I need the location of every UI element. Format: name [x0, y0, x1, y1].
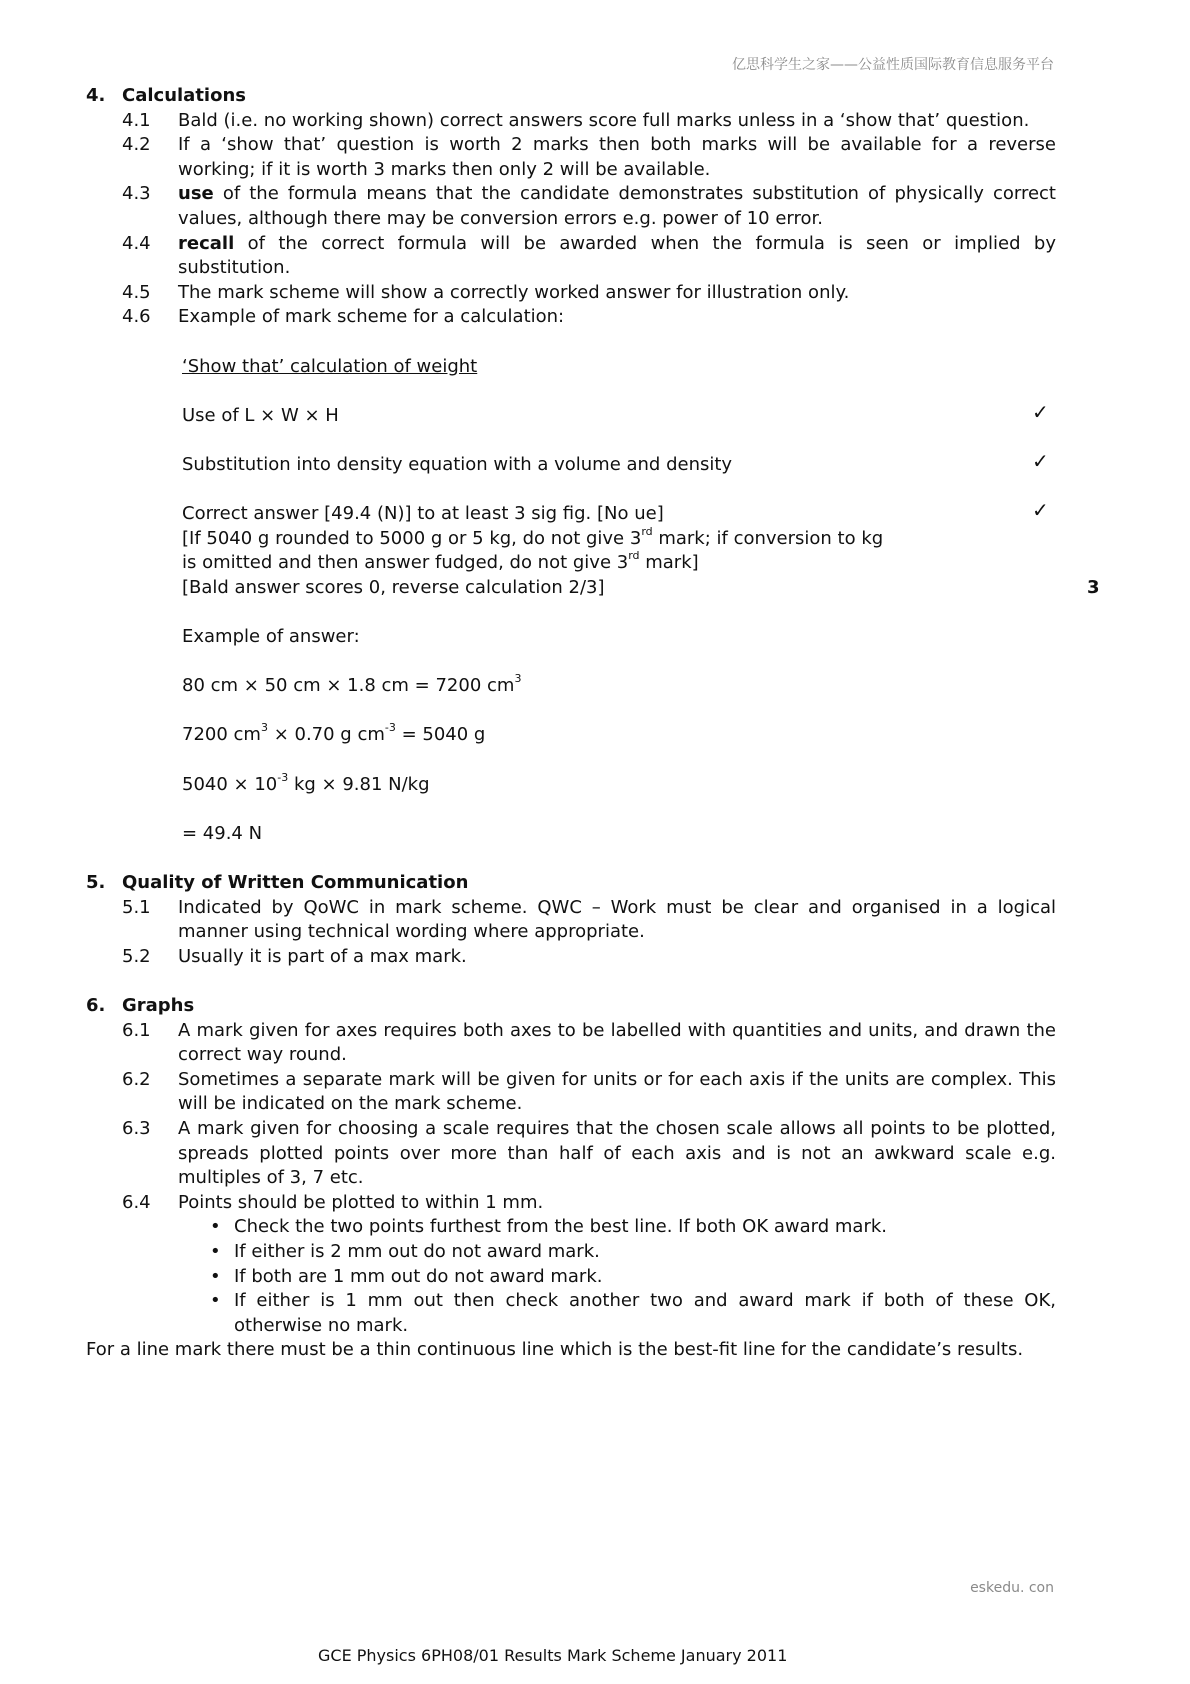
bullet-icon: • — [210, 1290, 221, 1312]
list-item — [122, 305, 1056, 330]
section-title: Calculations — [122, 85, 246, 106]
item-text-rest: of the correct formula will be awarded when the formula is seen or implied by substitution. — [178, 232, 1056, 279]
section-number: 6. — [86, 994, 106, 1016]
total-marks: 3 — [1087, 576, 1100, 598]
section-6-heading — [86, 994, 1056, 1019]
item-number: 6.2 — [122, 1068, 151, 1090]
calc-text: = 5040 g — [395, 724, 486, 746]
item-number: 6.3 — [122, 1117, 151, 1139]
list-item — [122, 1019, 1056, 1068]
item-text: Bald (i.e. no working shown) correct answers score full marks unless in a ‘show that’ question. — [178, 109, 1030, 131]
item-text: A mark given for axes requires both axes to be labelled with quantities and units, and drawn the correct way round. — [178, 1019, 1056, 1066]
item-number: 4.6 — [122, 306, 151, 328]
item-text — [178, 232, 1056, 281]
bullet-item — [198, 1215, 1056, 1240]
calc-line-3 — [182, 770, 1056, 798]
bullet-text: Check the two points furthest from the best line. If both OK award mark. — [234, 1216, 887, 1238]
header-site-name: 亿思科学生之家——公益性质国际教育信息服务平台 — [732, 57, 1054, 73]
list-item — [122, 1191, 1056, 1216]
calc-line-4: = 49.4 N — [182, 822, 263, 844]
example-block — [182, 355, 1100, 847]
item-number: 4.1 — [122, 109, 151, 131]
item-number: 5.1 — [122, 896, 151, 918]
superscript: 3 — [260, 721, 268, 735]
tick-icon: ✓ — [1032, 498, 1049, 523]
example-step-2: Substitution into density equation with a volume and density — [182, 453, 733, 475]
example-step-3: Correct answer [49.4 (N)] to at least 3 sig fig. [No ue] — [182, 503, 664, 525]
calc-line-2 — [182, 723, 1056, 748]
section-4-heading — [86, 84, 1056, 109]
calc-text: kg × 9.81 N/kg — [288, 773, 430, 795]
list-item — [122, 896, 1056, 945]
calc-text: 7200 cm — [182, 724, 261, 746]
item-text: Usually it is part of a max mark. — [178, 945, 467, 967]
item-text: The mark scheme will show a correctly worked answer for illustration only. — [178, 281, 850, 303]
bullet-item — [198, 1265, 1056, 1290]
bullet-item — [198, 1289, 1056, 1338]
closing-paragraph: For a line mark there must be a thin continuous line which is the best-fit line for the candidate’s results. — [86, 1339, 1024, 1361]
item-number: 4.2 — [122, 134, 151, 156]
superscript: -3 — [277, 770, 289, 784]
list-item — [122, 232, 1056, 281]
answer-label: Example of answer: — [182, 626, 360, 648]
item-keyword: use — [178, 183, 214, 205]
list-item — [122, 109, 1056, 134]
item-text: Sometimes a separate mark will be given for units or for each axis if the units are complex. This will be indicated on the mark scheme. — [178, 1068, 1056, 1115]
section-number: 5. — [86, 872, 106, 893]
item-text: Indicated by QoWC in mark scheme. QWC – Work must be clear and organised in a logical manner using technical wording where appropriate. — [178, 896, 1056, 943]
item-text — [178, 182, 1056, 231]
list-item — [122, 182, 1056, 231]
tick-icon: ✓ — [1032, 448, 1049, 473]
calc-line-1 — [182, 674, 1056, 699]
item-text: If a ‘show that’ question is worth 2 marks then both marks will be available for a reverse working; if it is worth 3 marks then only 2 will be available. — [178, 134, 1056, 180]
note-text: mark] — [639, 552, 699, 574]
item-number: 5.2 — [122, 945, 151, 967]
footer-title: GCE Physics 6PH08/01 Results Mark Scheme January 2011 — [318, 1646, 788, 1665]
example-step-1: Use of L × W × H — [182, 404, 339, 426]
calc-text: × 0.70 g cm — [267, 724, 385, 746]
bullet-icon: • — [210, 1240, 221, 1262]
item-text: A mark given for choosing a scale requires that the chosen scale allows all points to be plotted, spreads plotted points over more than half of each axis and is not an awkward scale e.g. multiples of 3, 7 etc. — [178, 1117, 1056, 1189]
list-item — [122, 1068, 1056, 1117]
section-title: Quality of Written Communication — [122, 872, 469, 893]
list-item — [122, 945, 1056, 970]
tick-icon: ✓ — [1032, 399, 1049, 424]
superscript: 3 — [514, 672, 522, 686]
list-item — [122, 133, 1056, 182]
list-item — [122, 281, 1056, 306]
footer-watermark: eskedu. con — [970, 1580, 1054, 1596]
content — [86, 84, 1100, 1363]
example-note-2 — [182, 551, 1056, 576]
section-title: Graphs — [122, 994, 195, 1016]
item-number: 6.4 — [122, 1191, 151, 1213]
section-number: 4. — [86, 85, 106, 106]
item-text: Points should be plotted to within 1 mm. — [178, 1191, 544, 1213]
list-item — [122, 1117, 1056, 1191]
item-number: 4.3 — [122, 183, 151, 205]
superscript: -3 — [384, 721, 396, 735]
ordinal-suffix: rd — [641, 524, 653, 538]
calc-text: 80 cm × 50 cm × 1.8 cm = 7200 cm — [182, 675, 515, 697]
bullet-item — [198, 1240, 1056, 1265]
item-number: 4.5 — [122, 281, 151, 303]
bullet-text: If either is 2 mm out do not award mark. — [234, 1240, 600, 1262]
bullet-text: If both are 1 mm out do not award mark. — [234, 1265, 603, 1287]
bullet-icon: • — [210, 1216, 221, 1238]
item-number: 6.1 — [122, 1019, 151, 1041]
note-text: mark; if conversion to kg — [652, 527, 884, 549]
section-5-heading — [86, 871, 1056, 896]
item-text-rest: of the formula means that the candidate demonstrates substitution of physically correct values, although there may be conversion errors e.g. power of 10 error. — [178, 183, 1056, 229]
note-text: [If 5040 g rounded to 5000 g or 5 kg, do not give 3 — [182, 527, 642, 549]
note-text: is omitted and then answer fudged, do not give 3 — [182, 552, 629, 574]
item-text: Example of mark scheme for a calculation: — [178, 306, 565, 328]
item-number: 4.4 — [122, 232, 151, 254]
ordinal-suffix: rd — [628, 549, 640, 563]
calc-text: 5040 × 10 — [182, 773, 278, 795]
bullet-text: If either is 1 mm out then check another two and award mark if both of these OK, otherwise no mark. — [234, 1290, 1056, 1336]
bullet-icon: • — [210, 1265, 221, 1287]
example-heading: ‘Show that’ calculation of weight — [182, 355, 478, 377]
item-keyword: recall — [178, 232, 235, 254]
example-note-3: [Bald answer scores 0, reverse calculation 2/3] — [182, 576, 605, 598]
example-note-1 — [182, 524, 1056, 552]
